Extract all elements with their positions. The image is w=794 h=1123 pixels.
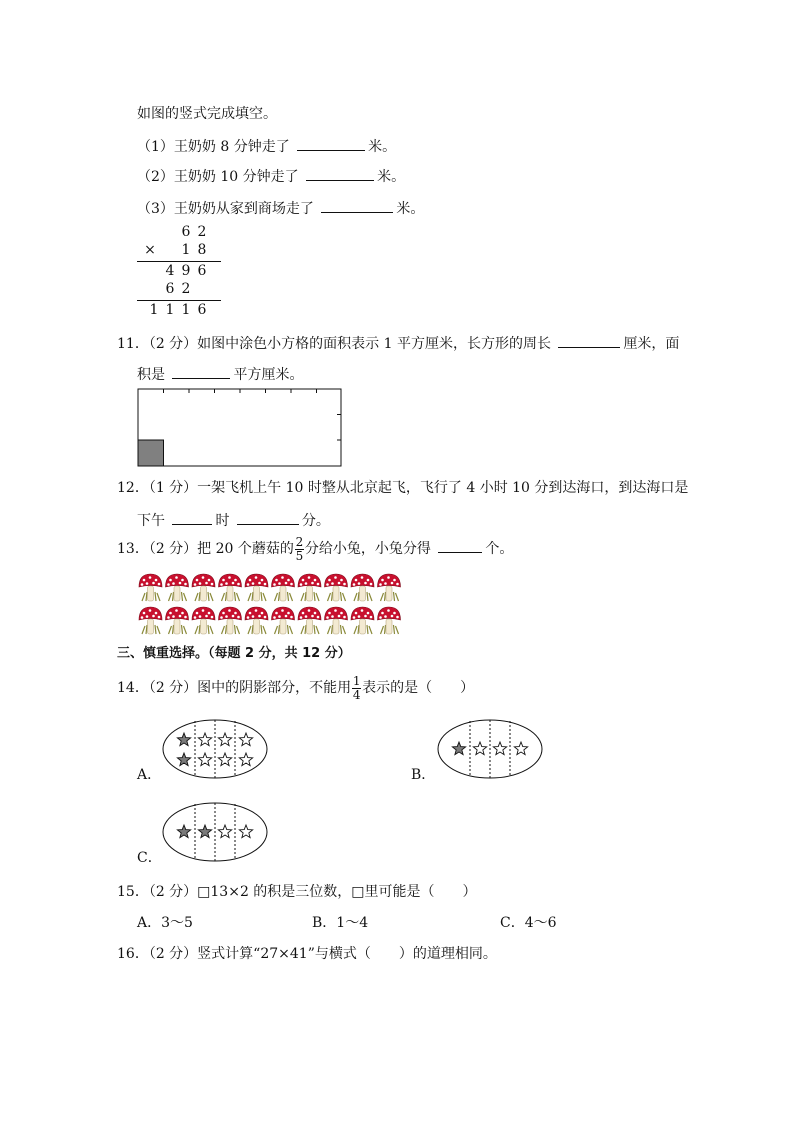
option-c-label[interactable]: C． [137,850,162,866]
q10-sub1-text: （1）王奶奶 8 分钟走了 [137,139,290,155]
q13-unit: 个。 [485,541,514,557]
mushroom-group [137,572,403,636]
mushroom-icon [166,574,189,601]
vm-digit: 2 [181,281,191,297]
vm-divider [137,300,221,301]
q14-text: 14．（2 分）图中的阴影部分，不能用 [117,680,352,696]
option-c-figure[interactable] [161,801,269,863]
fraction-denominator: 4 [352,687,361,702]
q12-hour: 时 [215,513,230,529]
q14-stem [117,674,474,702]
rectangle-figure [137,388,343,468]
q15-option-a[interactable]: A．3～5 [137,915,193,931]
answer-blank[interactable] [306,166,374,181]
mushroom-icon [166,607,189,634]
q10-sub2 [137,166,405,186]
vm-row-product [137,302,221,320]
vm-row-partial2 [137,281,221,299]
vm-digit: 1 [149,302,159,318]
vertical-multiplication [137,224,221,320]
times-sign: × [144,242,156,258]
q12-pm: 下午 [137,513,165,529]
vm-digit: 9 [181,263,191,279]
q10-intro: 如图的竖式完成填空。 [137,106,277,122]
q13-stem [117,535,513,563]
q11-stem-cont2: 积是 [137,367,165,383]
vm-digit: 6 [181,224,191,240]
q11-stem-cont: 厘米，面 [623,336,680,352]
q10-sub3 [137,198,424,218]
q10-sub3-text: （3）王奶奶从家到商场走了 [137,201,314,217]
option-a-figure[interactable] [161,718,269,780]
vm-divider [137,261,221,262]
mushroom-icon [378,607,401,634]
mushroom-icon [378,574,401,601]
q11-line1 [117,333,679,353]
answer-blank[interactable] [237,510,299,525]
mushroom-icon [351,607,374,634]
q15-option-b[interactable]: B．1～4 [312,915,369,931]
vm-digit: 1 [181,242,191,258]
q10-sub1 [137,136,396,156]
rectangle-outline [138,389,341,466]
vm-row-multiplier [137,242,221,260]
mushroom-icon [139,607,162,634]
answer-blank[interactable] [438,538,482,553]
q11-line2 [137,364,303,384]
fraction-numerator: 1 [352,673,361,688]
q12-line2 [137,510,330,530]
mushroom-icon [325,607,348,634]
q11-unit: 平方厘米。 [233,367,304,383]
option-b-label[interactable]: B． [411,767,436,783]
fraction-two-fifths [295,536,304,563]
vm-row-multiplicand [137,224,221,242]
option-b-figure[interactable] [436,718,544,780]
mushroom-icon [192,607,215,634]
q14-text-cont: 表示的是（ ） [362,680,475,696]
q15-option-c[interactable]: C．4～6 [500,915,557,931]
vm-digit: 1 [181,302,191,318]
q11-stem: 11．（2 分）如图中涂色小方格的面积表示 1 平方厘米，长方形的周长 [117,336,551,352]
fraction-denominator: 5 [295,548,304,563]
mushroom-icon [272,607,295,634]
mushroom-icon [298,574,321,601]
mushroom-icon [272,574,295,601]
vm-digit: 6 [197,302,207,318]
mushroom-icon [245,607,268,634]
q13-text-cont: 分给小兔，小兔分得 [304,541,431,557]
mushroom-icon [219,574,242,601]
answer-blank[interactable] [321,198,393,213]
vm-digit: 6 [165,281,175,297]
vm-digit: 1 [165,302,175,318]
fraction-numerator: 2 [295,534,304,549]
q13-text: 13．（2 分）把 20 个蘑菇的 [117,541,294,557]
fraction-one-quarter [352,675,361,702]
q10-sub2-text: （2）王奶奶 10 分钟走了 [137,169,299,185]
q10-sub2-unit: 米。 [377,169,406,185]
option-a-label[interactable]: A． [137,767,162,783]
answer-blank[interactable] [172,364,230,379]
q10-sub3-unit: 米。 [396,201,425,217]
q16-stem: 16．（2 分）竖式计算“27×41”与横式（ ）的道理相同。 [117,946,497,962]
mushroom-icon [325,574,348,601]
mushroom-icon [139,574,162,601]
answer-blank[interactable] [297,136,365,151]
vm-row-partial1 [137,263,221,281]
vm-digit: 2 [197,224,207,240]
mushroom-icon [219,607,242,634]
vm-digit: 8 [197,242,207,258]
q12-minute: 分。 [301,513,330,529]
mushroom-icon [298,607,321,634]
q15-stem: 15．（2 分）□13×2 的积是三位数，□里可能是（ ） [117,884,477,900]
q10-sub1-unit: 米。 [368,139,397,155]
vm-digit: 6 [197,263,207,279]
shaded-unit-square [138,440,164,466]
section-heading: 三、慎重选择。（每题 2 分，共 12 分） [117,646,351,661]
mushroom-icon [351,574,374,601]
answer-blank[interactable] [558,333,620,348]
mushroom-icon [192,574,215,601]
vm-digit: 4 [165,263,175,279]
mushroom-icon [245,574,268,601]
q12-line1: 12．（1 分）一架飞机上午 10 时整从北京起飞，飞行了 4 小时 10 分到达海口，到达海口是 [117,480,689,496]
answer-blank[interactable] [172,510,212,525]
